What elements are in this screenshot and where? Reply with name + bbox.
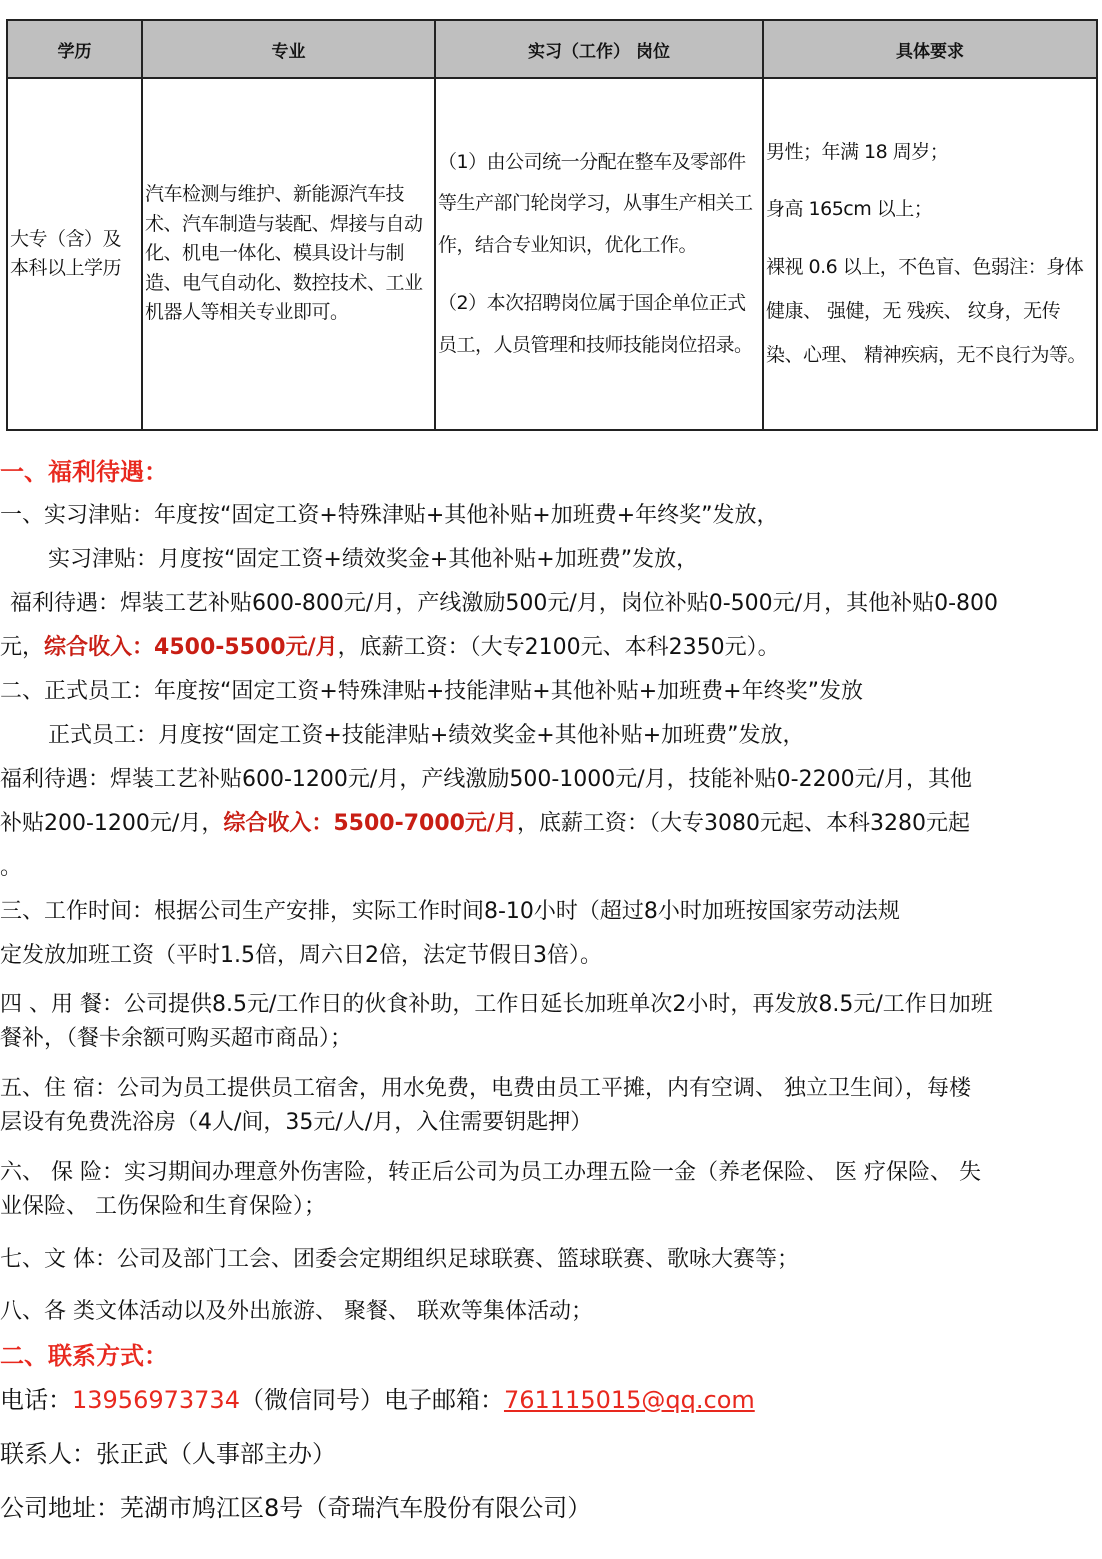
staff-annual-line: 二、正式员工：年度按“固定工资+特殊津贴+技能津贴+其他补贴+加班费+年终奖”发放: [0, 679, 863, 704]
document-body: [0, 450, 1102, 1530]
intern-income-line: [0, 626, 1102, 670]
phone-number[interactable]: 13956973734: [72, 1386, 240, 1414]
header-requirements: 具体要求: [763, 20, 1097, 78]
requirements-cell: [763, 78, 1097, 430]
table-header-row: [7, 20, 1097, 78]
position-item-1: （1）由公司统一分配在整车及零部件等生产部门轮岗学习，从事生产相关工作，结合专业知识，优化工作。: [438, 150, 753, 257]
staff-total-income: 综合收入：5500-7000元/月: [223, 811, 517, 836]
requirement-health: 裸视 0.6 以上，不色盲、色弱注：身体健康、 强健，无 残疾、 纹身，无传染、心理、 精神疾病，无不良行为等。: [766, 256, 1087, 366]
education-cell: 大专（含）及本科以上学历: [7, 78, 142, 430]
dorm-line-2: 层设有免费洗浴房（4人/间，35元/人/月，入住需要钥匙押）: [0, 1110, 593, 1135]
staff-benefit-text: 补贴200-1200元/月，: [0, 811, 224, 836]
header-education: 学历: [7, 20, 142, 78]
staff-base-salary: ，底薪工资：（大专3080元起、本科3280元起: [516, 811, 970, 836]
contact-phone-line: [0, 1378, 1102, 1422]
position-cell: [435, 78, 763, 430]
wechat-note: （微信同号）电子邮箱：: [239, 1386, 504, 1414]
activities-line: 八、各 类文体活动以及外出旅游、 聚餐、 联欢等集体活动；: [0, 1299, 593, 1324]
position-item-2: （2）本次招聘岗位属于国企单位正式员工，人员管理和技师技能岗位招录。: [438, 291, 753, 356]
intern-benefit-line: 福利待遇：焊装工艺补贴600-800元/月，产线激励500元/月，岗位补贴0-500元/月，其他补贴0-800: [10, 591, 999, 616]
meal-line-1: 四 、用 餐：公司提供8.5元/工作日的伙食补助，工作日延长加班单次2小时，再发放8.5元/工作日加班: [0, 992, 993, 1017]
email-link[interactable]: 761115015@qq.com: [503, 1386, 755, 1414]
intern-benefit-text: 元，: [0, 635, 45, 660]
insurance-line-1: 六、 保 险：实习期间办理意外伤害险，转正后公司为员工办理五险一金（养老保险、 医 疗保险、 失: [0, 1160, 981, 1185]
requirements-table: [6, 19, 1098, 431]
dorm-line-1: 五、住 宿：公司为员工提供员工宿舍，用水免费，电费由员工平摊，内有空调、 独立卫生间），每楼: [0, 1076, 971, 1101]
staff-monthly-line: 正式员工：月度按“固定工资+技能津贴+绩效奖金+其他补贴+加班费”发放，: [48, 723, 805, 748]
requirement-height: 身高 165cm 以上；: [766, 198, 933, 221]
worktime-line-2: 定发放加班工资（平时1.5倍，周六日2倍，法定节假日3倍）。: [0, 943, 602, 968]
intern-total-income: 综合收入：4500-5500元/月: [44, 635, 338, 660]
welfare-heading: 一、福利待遇：: [0, 458, 168, 486]
contact-heading: 二、联系方式：: [0, 1342, 168, 1370]
staff-benefit-end: 。: [0, 855, 23, 880]
staff-income-line: [0, 802, 1102, 846]
requirement-gender-age: 男性；年满 18 周岁；: [766, 140, 949, 163]
worktime-line-1: 三、工作时间：根据公司生产安排，实际工作时间8-10小时（超过8小时加班按国家劳动法规: [0, 899, 900, 924]
contact-person-line: 联系人：张正武（人事部主办）: [0, 1440, 336, 1468]
intern-annual-line: 一、实习津贴：年度按“固定工资+特殊津贴+其他补贴+加班费+年终奖”发放，: [0, 503, 779, 528]
meal-line-2: 餐补，（餐卡余额可购买超市商品）；: [0, 1026, 353, 1051]
major-cell: 汽车检测与维护、新能源汽车技术、汽车制造与装配、焊接与自动化、机电一体化、模具设计与制造、电气自动化、数控技术、工业机器人等相关专业即可。: [142, 78, 435, 430]
company-address-line: 公司地址：芜湖市鸠江区8号（奇瑞汽车股份有限公司）: [0, 1494, 592, 1522]
staff-benefit-line: 福利待遇：焊装工艺补贴600-1200元/月，产线激励500-1000元/月，技能补贴0-2200元/月，其他: [0, 767, 972, 792]
phone-label: 电话：: [0, 1386, 72, 1414]
table-row: [7, 78, 1097, 430]
insurance-line-2: 业保险、 工伤保险和生育保险）；: [0, 1194, 326, 1219]
header-major: 专业: [142, 20, 435, 78]
intern-monthly-line: 实习津贴：月度按“固定工资+绩效奖金+其他补贴+加班费”发放，: [48, 547, 699, 572]
header-position: 实习（工作） 岗位: [435, 20, 763, 78]
culture-line: 七、文 体：公司及部门工会、团委会定期组织足球联赛、篮球联赛、歌咏大赛等；: [0, 1247, 799, 1272]
intern-base-salary: ，底薪工资：（大专2100元、本科2350元）。: [337, 635, 780, 660]
